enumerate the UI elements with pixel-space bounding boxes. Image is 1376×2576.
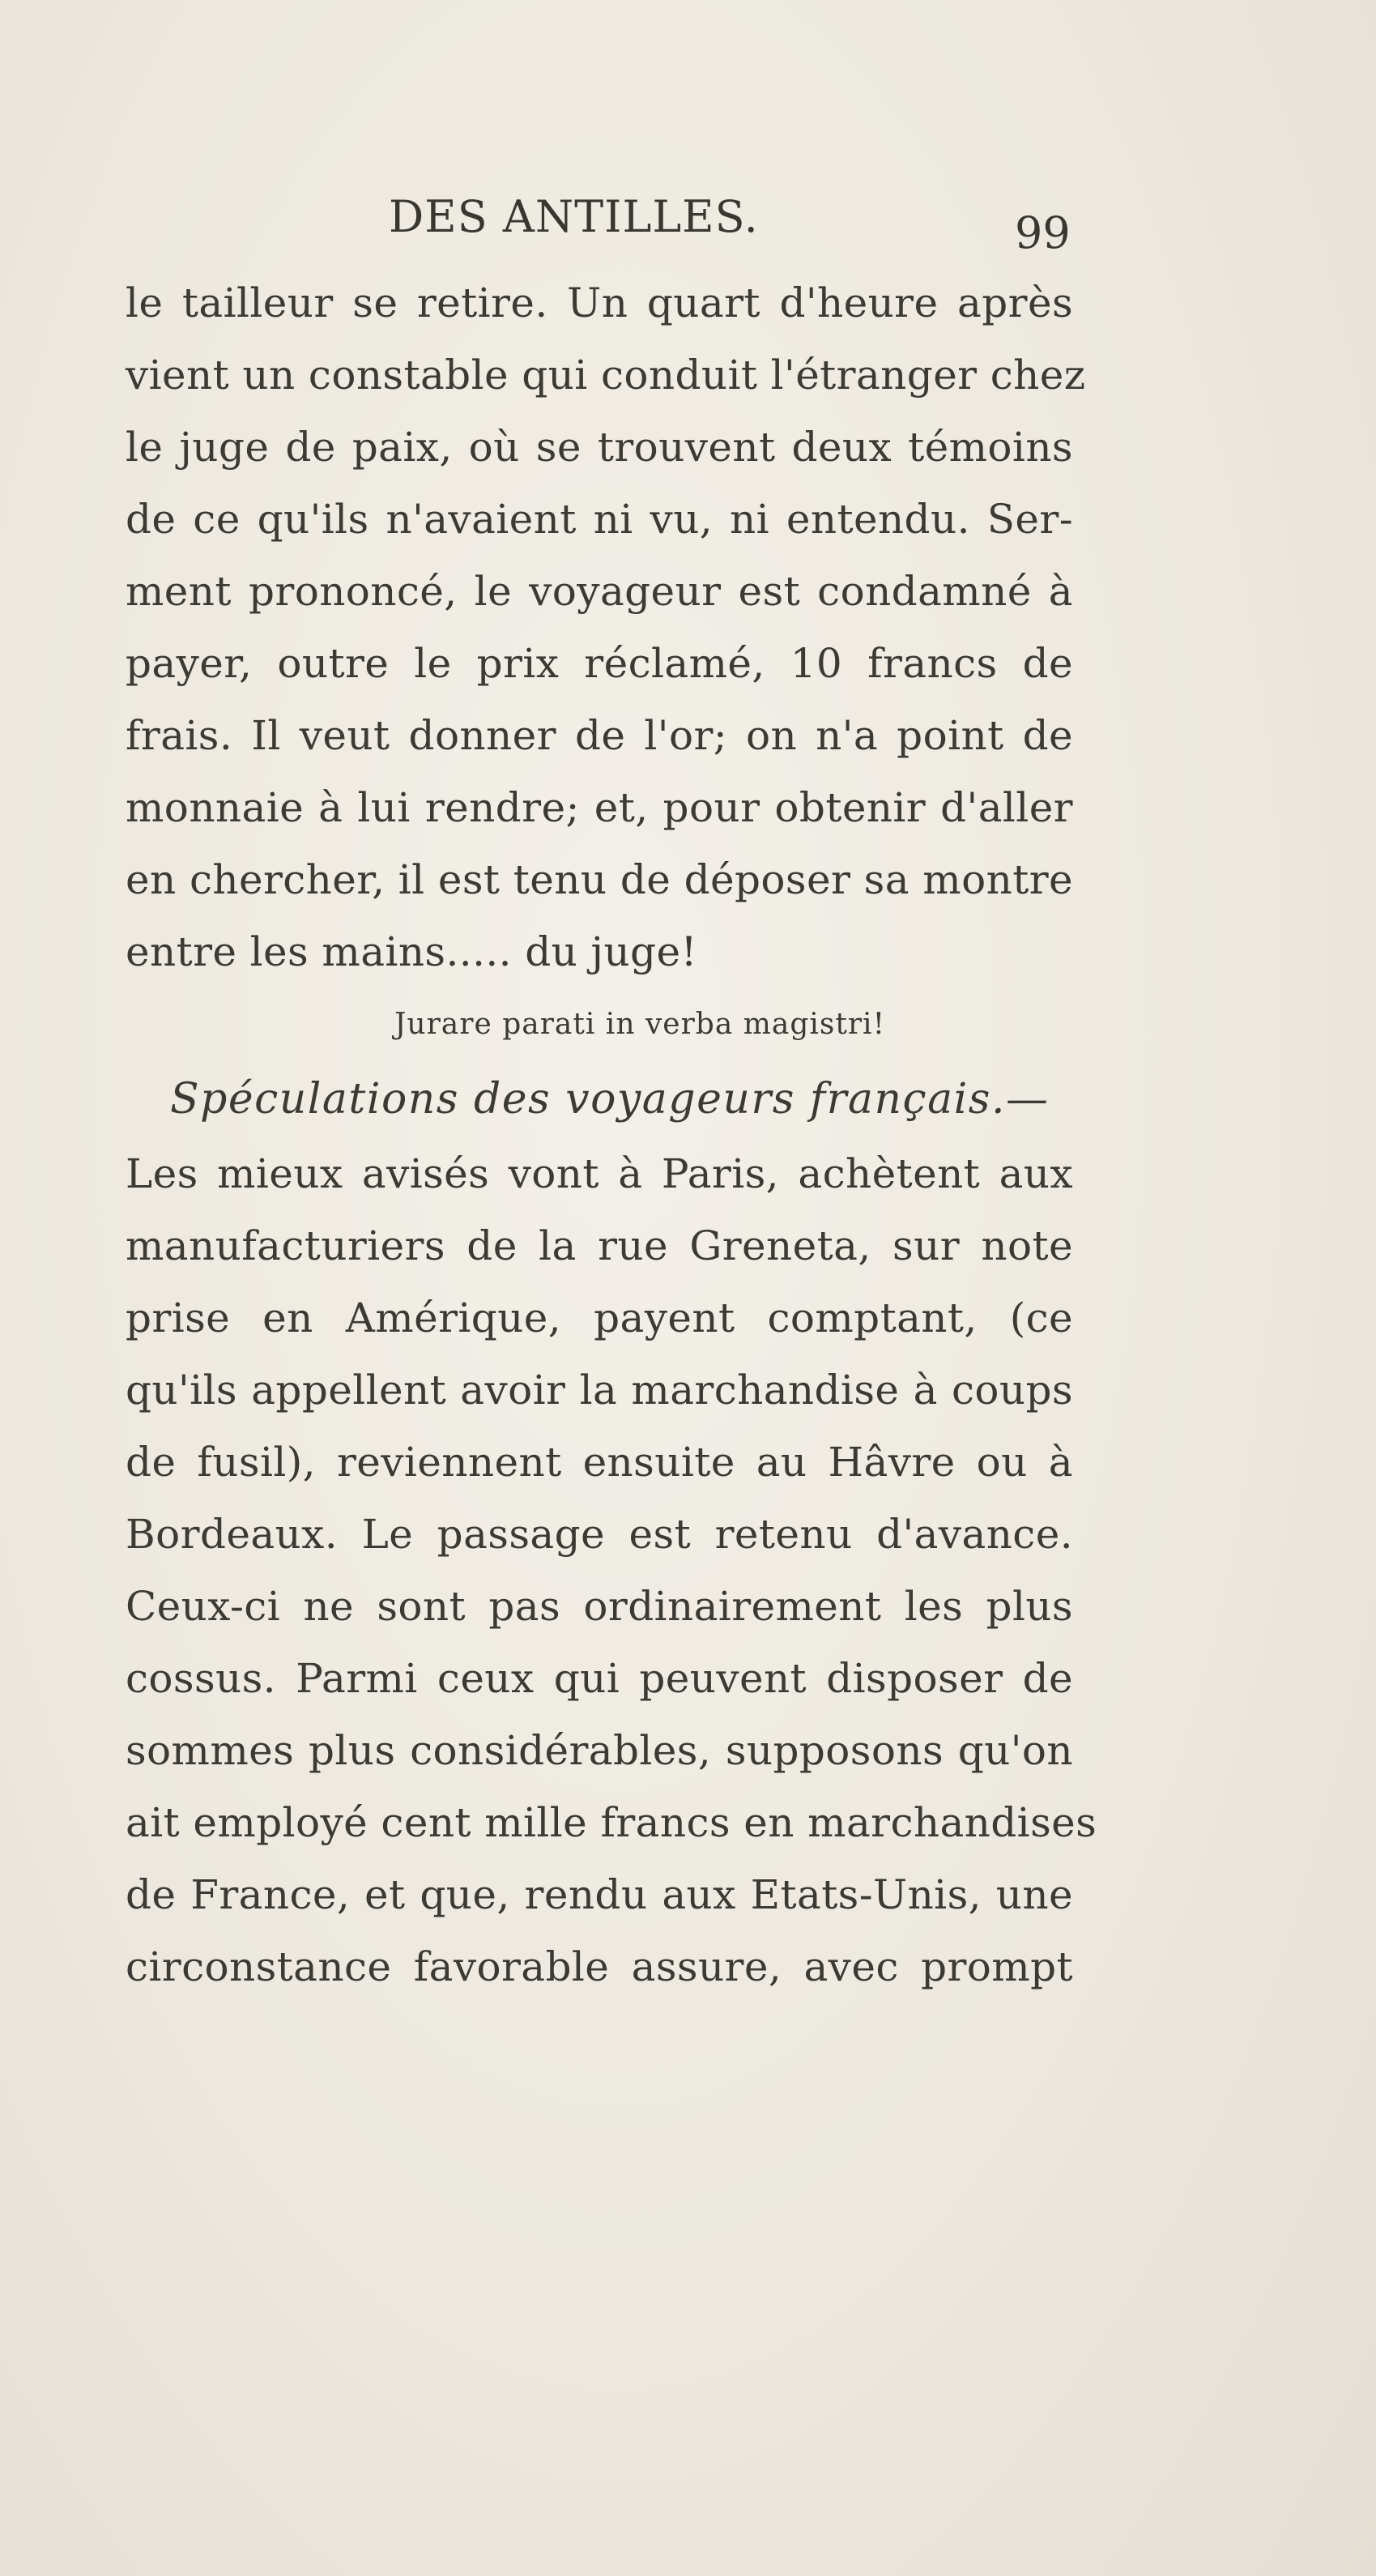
page-number: 99 [1015, 207, 1071, 258]
running-title: DES ANTILLES. [389, 191, 759, 242]
text-line: Bordeaux. Le passage est retenu d'avance. [126, 1511, 1073, 1558]
page-text [126, 267, 1097, 2003]
text-line: en chercher, il est tenu de déposer sa montre [126, 856, 1073, 903]
text-line: entre les mains..... du juge! [126, 928, 697, 975]
text-line: prise en Amérique, payent comptant, (ce [126, 1294, 1073, 1341]
text-line: qu'ils appellent avoir la marchandise à coups [126, 1367, 1073, 1414]
text-line: monnaie à lui rendre; et, pour obtenir d'aller [126, 784, 1073, 831]
text-line: circonstance favorable assure, avec prompt [126, 1943, 1073, 1990]
text-line: manufacturiers de la rue Greneta, sur note [126, 1222, 1073, 1269]
text-line: frais. Il veut donner de l'or; on n'a point de [126, 712, 1073, 759]
text-line: le juge de paix, où se trouvent deux témoins [126, 424, 1073, 471]
latin-quote: Jurare parati in verba magistri! [394, 1008, 886, 1041]
text-line: le tailleur se retire. Un quart d'heure après [126, 279, 1073, 326]
text-line: ait employé cent mille francs en marchandises [126, 1799, 1097, 1846]
text-line: sommes plus considérables, supposons qu'on [126, 1727, 1073, 1774]
text-line: Les mieux avisés vont à Paris, achètent aux [126, 1150, 1073, 1197]
text-line: de ce qu'ils n'avaient ni vu, ni entendu. Ser- [126, 496, 1073, 543]
text-line: Ceux-ci ne sont pas ordinairement les plus [126, 1583, 1073, 1630]
text-line: de France, et que, rendu aux Etats-Unis, une [126, 1871, 1073, 1918]
section-heading: Spéculations des voyageurs français.— [170, 1075, 1050, 1124]
text-line: cossus. Parmi ceux qui peuvent disposer de [126, 1655, 1073, 1702]
text-line: vient un constable qui conduit l'étranger chez [126, 352, 1086, 399]
text-line: de fusil), reviennent ensuite au Hâvre ou à [126, 1439, 1073, 1486]
text-line: payer, outre le prix réclamé, 10 francs de [126, 640, 1073, 687]
text-line: ment prononcé, le voyageur est condamné à [126, 568, 1073, 615]
